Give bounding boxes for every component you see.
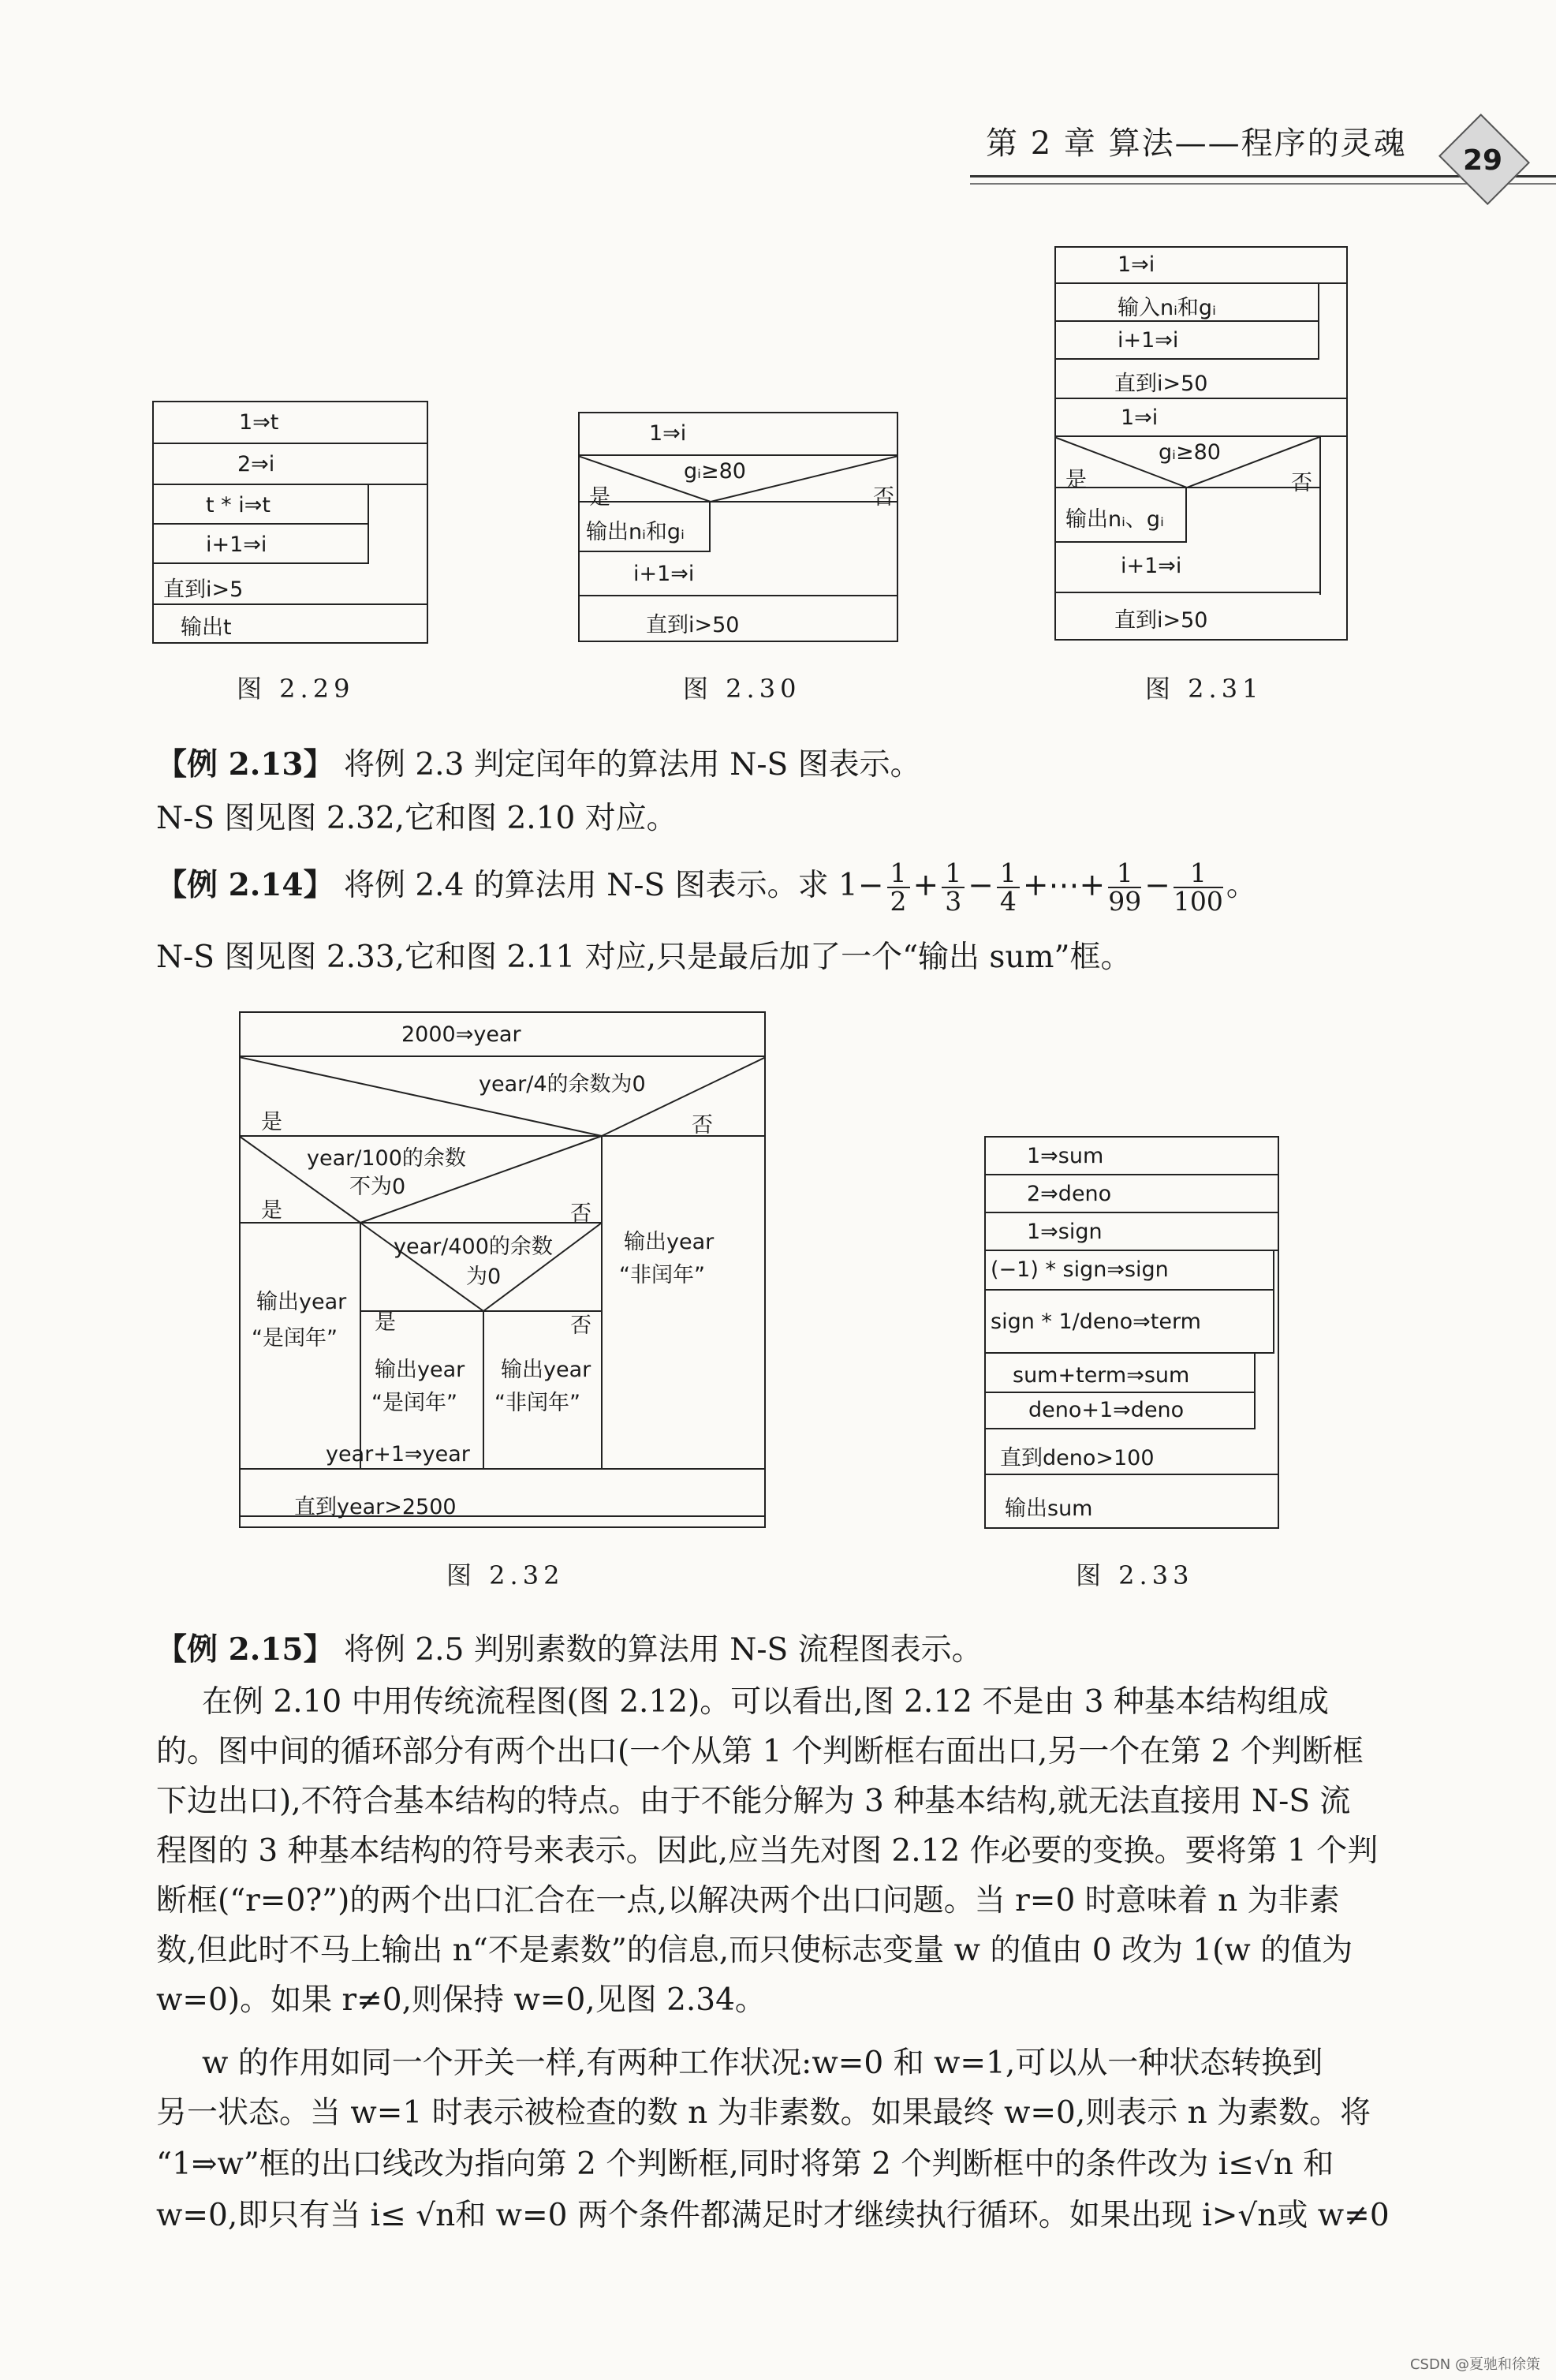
body-line: w 的作用如同一个开关一样,有两种工作状况:w=0 和 w=1,可以从一种状态转换到 xyxy=(202,2046,1323,2081)
body-line: 断框(“r=0?”)的两个出口汇合在一点,以解决两个出口问题。当 r=0 时意味着 n 为非素 xyxy=(156,1883,1340,1919)
ns-output: “是闰年” xyxy=(371,1391,457,1415)
example-2-14-text: N-S 图见图 2.33,它和图 2.11 对应,只是最后加了一个“输出 sum”框。 xyxy=(156,940,1132,975)
ns-step: i+1⇒i xyxy=(1054,541,1321,593)
figure-caption: 图 2.33 xyxy=(1076,1560,1194,1590)
ns-yes-branch: 输出nᵢ和gᵢ xyxy=(578,502,711,552)
ns-no: 否 xyxy=(692,1113,713,1138)
example-2-13-text: N-S 图见图 2.32,它和图 2.10 对应。 xyxy=(156,801,677,836)
ns-step: 2⇒i xyxy=(152,444,428,485)
example-2-13: 【例 2.13】 将例 2.3 判定闰年的算法用 N-S 图表示。 xyxy=(156,746,921,783)
body-line: w=0,即只有当 i≤ √n和 w=0 两个条件都满足时才继续执行循环。如果出现 i>√n或 w≠0 xyxy=(156,2198,1390,2233)
ns-condition: year/4的余数为0 xyxy=(479,1072,646,1097)
body-line: 数,但此时不马上输出 n“不是素数”的信息,而只使标志变量 w 的值由 0 改为 1(w 的值为 xyxy=(156,1933,1353,1968)
body-line: 下边出口),不符合基本结构的特点。由于不能分解为 3 种基本结构,就无法直接用 N-S 流 xyxy=(156,1784,1351,1819)
figure-2-32 xyxy=(239,1011,766,1528)
watermark: CSDN @夏驰和徐策 xyxy=(1409,2356,1540,2373)
ns-step: year+1⇒year xyxy=(326,1442,470,1466)
ns-yes: 是 xyxy=(261,1198,282,1223)
example-2-14: 【例 2.14】 将例 2.4 的算法用 N-S 图表示。求 1− $\frac{1}{2}$ + $\frac{1}{3}$ − $\frac{1}{4}$ +⋯+ $\frac{1}{99}$ − $\frac{1}{100}$ 。 xyxy=(156,857,1257,917)
example-2-15: 【例 2.15】 将例 2.5 判别素数的算法用 N-S 流程图表示。 xyxy=(156,1631,983,1668)
body-line: w=0)。如果 r≠0,则保持 w=0,见图 2.34。 xyxy=(156,1982,766,2018)
ns-output: 输出t xyxy=(181,615,232,640)
figure-caption: 图 2.32 xyxy=(446,1560,565,1590)
figure-2-31 xyxy=(1054,246,1348,641)
ns-loop-body: i+1⇒i xyxy=(152,525,369,564)
body-line: 的。图中间的循环部分有两个出口(一个从第 1 个判断框右面出口,另一个在第 2 个判断框 xyxy=(156,1734,1364,1769)
ns-loop-body: sum+term⇒sum xyxy=(984,1354,1256,1393)
ns-until: 直到deno>100 xyxy=(984,1429,1279,1475)
ns-loop-body: (−1) * sign⇒sign xyxy=(984,1251,1274,1291)
ns-loop-body: 输入nᵢ和gᵢ xyxy=(1054,284,1319,322)
ns-condition: year/100的余数 xyxy=(307,1146,466,1171)
ns-condition: gᵢ≥80 xyxy=(1159,440,1221,465)
figure-2-33 xyxy=(984,1136,1279,1529)
ns-yes: 是 xyxy=(589,485,610,510)
figure-caption: 图 2.30 xyxy=(683,674,801,704)
body-line: “1⇒w”框的出口线改为指向第 2 个判断框,同时将第 2 个判断框中的条件改为 i≤√n 和 xyxy=(156,2146,1334,2182)
figure-2-29 xyxy=(152,401,428,644)
ns-yes: 是 xyxy=(261,1110,282,1134)
figure-2-30 xyxy=(578,412,898,642)
ns-yes: 是 xyxy=(1065,468,1087,492)
ns-output: “非闰年” xyxy=(494,1391,580,1415)
ns-until: 直到year>2500 xyxy=(294,1495,457,1519)
body-line: 程图的 3 种基本结构的符号来表示。因此,应当先对图 2.12 作必要的变换。要将第 1 个判 xyxy=(156,1833,1379,1869)
ns-output: 输出sum xyxy=(1005,1496,1093,1521)
ns-loop-body: deno+1⇒deno xyxy=(984,1393,1256,1429)
ns-no: 否 xyxy=(570,1313,591,1338)
ns-output: 输出year xyxy=(256,1290,347,1314)
ns-step: 1⇒sum xyxy=(984,1136,1279,1175)
ns-step: 2000⇒year xyxy=(239,1011,766,1057)
ns-condition: 不为0 xyxy=(349,1175,406,1199)
page-number: 29 xyxy=(1462,144,1503,177)
ns-output: “是闰年” xyxy=(252,1326,338,1351)
ns-until: 直到i>50 xyxy=(646,613,740,637)
ns-loop-body: t * i⇒t xyxy=(152,485,369,525)
ns-no: 否 xyxy=(570,1201,591,1226)
ns-step: 1⇒t xyxy=(152,401,428,444)
ns-until: 直到i>50 xyxy=(1054,360,1348,399)
ns-step: 1⇒i xyxy=(1054,399,1348,437)
ns-step: 1⇒i xyxy=(1054,246,1348,284)
ns-output: “非闰年” xyxy=(619,1263,705,1287)
ns-no: 否 xyxy=(873,485,894,510)
ns-yes-branch: 输出nᵢ、gᵢ xyxy=(1054,488,1187,543)
figure-caption: 图 2.31 xyxy=(1145,674,1263,704)
running-head: 第 2 章 算法——程序的灵魂 xyxy=(986,125,1407,162)
ns-output: 输出year xyxy=(624,1230,715,1254)
ns-yes: 是 xyxy=(375,1310,396,1335)
ns-condition: 为0 xyxy=(466,1265,502,1289)
ns-until: 直到i>5 xyxy=(152,564,428,605)
ns-loop-body: sign * 1/deno⇒term xyxy=(984,1291,1274,1354)
body-line: 在例 2.10 中用传统流程图(图 2.12)。可以看出,图 2.12 不是由 3 种基本结构组成 xyxy=(202,1684,1329,1720)
body-line: 另一状态。当 w=1 时表示被检查的数 n 为非素数。如果最终 w=0,则表示 n 为素数。将 xyxy=(156,2095,1371,2131)
ns-condition: gᵢ≥80 xyxy=(684,459,746,484)
ns-step: i+1⇒i xyxy=(578,551,898,596)
ns-output: 输出year xyxy=(501,1358,591,1382)
ns-condition: year/400的余数 xyxy=(394,1235,553,1259)
ns-no: 否 xyxy=(1291,471,1312,495)
ns-step: 2⇒deno xyxy=(984,1175,1279,1213)
ns-until: 直到i>50 xyxy=(1114,608,1208,633)
ns-output: 输出year xyxy=(375,1358,465,1382)
ns-step: 1⇒sign xyxy=(984,1213,1279,1251)
ns-loop-body: i+1⇒i xyxy=(1054,322,1319,360)
ns-step: 1⇒i xyxy=(578,412,898,456)
figure-caption: 图 2.29 xyxy=(237,674,355,704)
